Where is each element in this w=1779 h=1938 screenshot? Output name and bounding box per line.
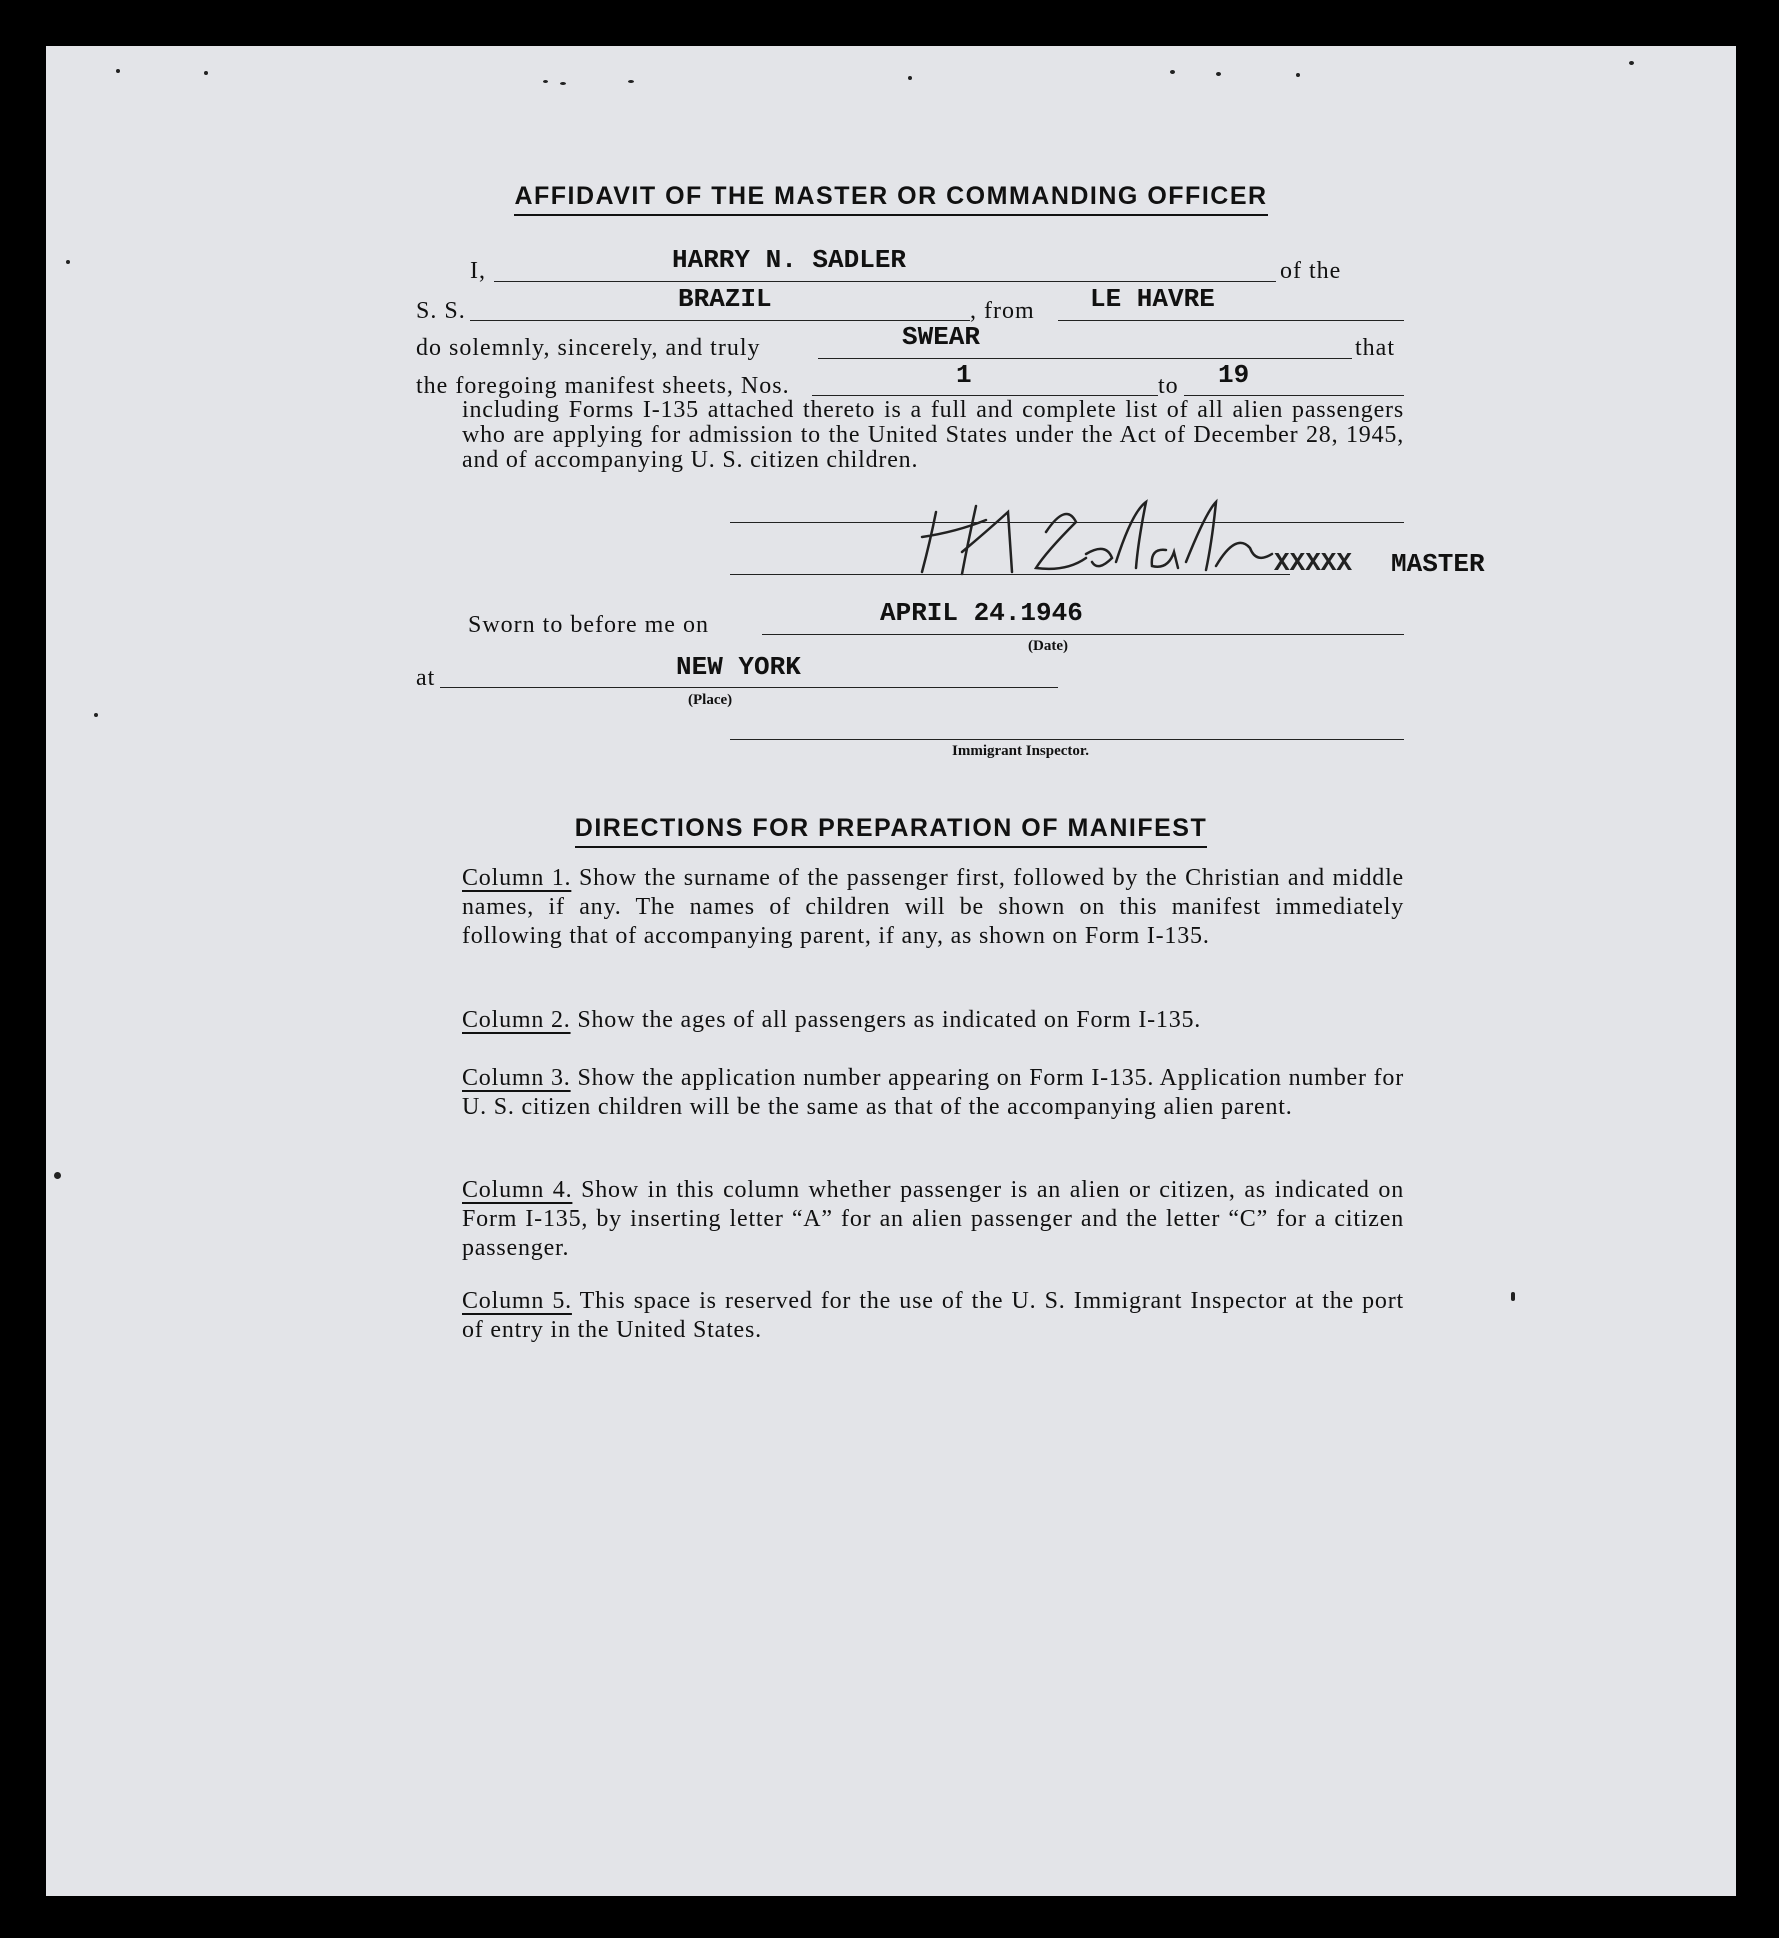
column-2-label: Column 2. <box>462 1007 571 1033</box>
at-label: at <box>416 665 436 691</box>
column-4-text: Show in this column whether passenger is an alien or citizen, as indicated on Form I-135, by inserting letter “A” for an alien passenger and the letter “C” for a citizen passenger. <box>462 1177 1404 1261</box>
scan-speck <box>908 76 912 80</box>
directions-title: DIRECTIONS FOR PREPARATION OF MANIFEST <box>46 814 1736 843</box>
struck-text: XXXXX <box>1274 548 1353 578</box>
sheet-from-line <box>812 395 1158 396</box>
ship-line <box>470 320 970 321</box>
master-name-line <box>494 281 1276 282</box>
affidavit-body: including Forms I-135 attached thereto is a full and complete list of all alien passengers who are applying for admission to the United States under the Act of December 28, 1945, and of accompanying U. S. citizen children. <box>462 397 1404 473</box>
scan-speck <box>116 69 120 73</box>
to-label: to <box>1158 373 1179 399</box>
direction-column-2 <box>462 1006 1404 1035</box>
place-line <box>440 687 1058 688</box>
column-3-text: Show the application number appearing on Form I-135. Application number for U. S. citizen children will be the same as that of the accompanying alien parent. <box>462 1065 1404 1120</box>
ship-name-field: BRAZIL <box>678 284 772 314</box>
inspector-caption: Immigrant Inspector. <box>952 743 1089 759</box>
column-3-label: Column 3. <box>462 1065 571 1091</box>
direction-column-3 <box>462 1064 1404 1122</box>
sheet-from-field: 1 <box>956 360 972 390</box>
scan-speck <box>1629 61 1634 65</box>
column-5-text: This space is reserved for the use of the U. S. Immigrant Inspector at the port of entry in the United States. <box>462 1288 1404 1343</box>
column-5-label: Column 5. <box>462 1288 572 1314</box>
column-2-text: Show the ages of all passengers as indicated on Form I-135. <box>577 1007 1202 1033</box>
scan-speck <box>543 80 548 83</box>
scan-speck <box>1511 1292 1515 1301</box>
scan-speck <box>560 82 566 85</box>
direction-column-4 <box>462 1176 1404 1263</box>
scan-speck <box>94 713 98 717</box>
direction-column-5 <box>462 1287 1404 1345</box>
sheets-label: the foregoing manifest sheets, Nos. <box>416 373 790 399</box>
affidavit-title: AFFIDAVIT OF THE MASTER OR COMMANDING OFFICER <box>46 182 1736 211</box>
of-the-label: of the <box>1280 258 1342 284</box>
that-label: that <box>1355 335 1395 361</box>
master-signature <box>916 492 1336 592</box>
scan-speck <box>1170 70 1175 74</box>
place-caption: (Place) <box>688 692 733 708</box>
i-label: I, <box>470 258 486 284</box>
scan-speck <box>66 260 70 264</box>
sheet-to-line <box>1184 395 1404 396</box>
solemnly-label: do solemnly, sincerely, and truly <box>416 335 761 361</box>
place-field: NEW YORK <box>676 652 801 682</box>
scan-speck <box>628 80 634 83</box>
scan-speck <box>204 71 208 75</box>
from-label: , from <box>970 298 1035 324</box>
scan-speck <box>1216 72 1221 76</box>
sworn-label: Sworn to before me on <box>468 612 709 638</box>
document-page <box>46 46 1736 1896</box>
oath-field: SWEAR <box>902 322 981 352</box>
master-title: MASTER <box>1391 549 1485 579</box>
oath-line <box>818 358 1352 359</box>
scan-speck <box>54 1172 61 1179</box>
sheet-to-field: 19 <box>1218 360 1250 390</box>
scan-speck <box>1296 73 1300 77</box>
column-1-label: Column 1. <box>462 865 572 891</box>
port-line <box>1058 320 1404 321</box>
date-caption: (Date) <box>1028 638 1068 654</box>
master-name-field: HARRY N. SADLER <box>672 245 907 275</box>
column-4-label: Column 4. <box>462 1177 573 1203</box>
inspector-line <box>730 739 1404 740</box>
sworn-date-field: APRIL 24.1946 <box>880 598 1083 628</box>
ss-label: S. S. <box>416 298 466 324</box>
date-line <box>762 634 1404 635</box>
direction-column-1 <box>462 864 1404 951</box>
column-1-text: Show the surname of the passenger first, followed by the Christian and middle names, if any. The names of children will be shown on this manifest immediately following that of accompanying parent, if any, as shown on Form I-135. <box>462 865 1404 949</box>
from-port-field: LE HAVRE <box>1090 284 1215 314</box>
signature-line <box>730 574 1290 575</box>
